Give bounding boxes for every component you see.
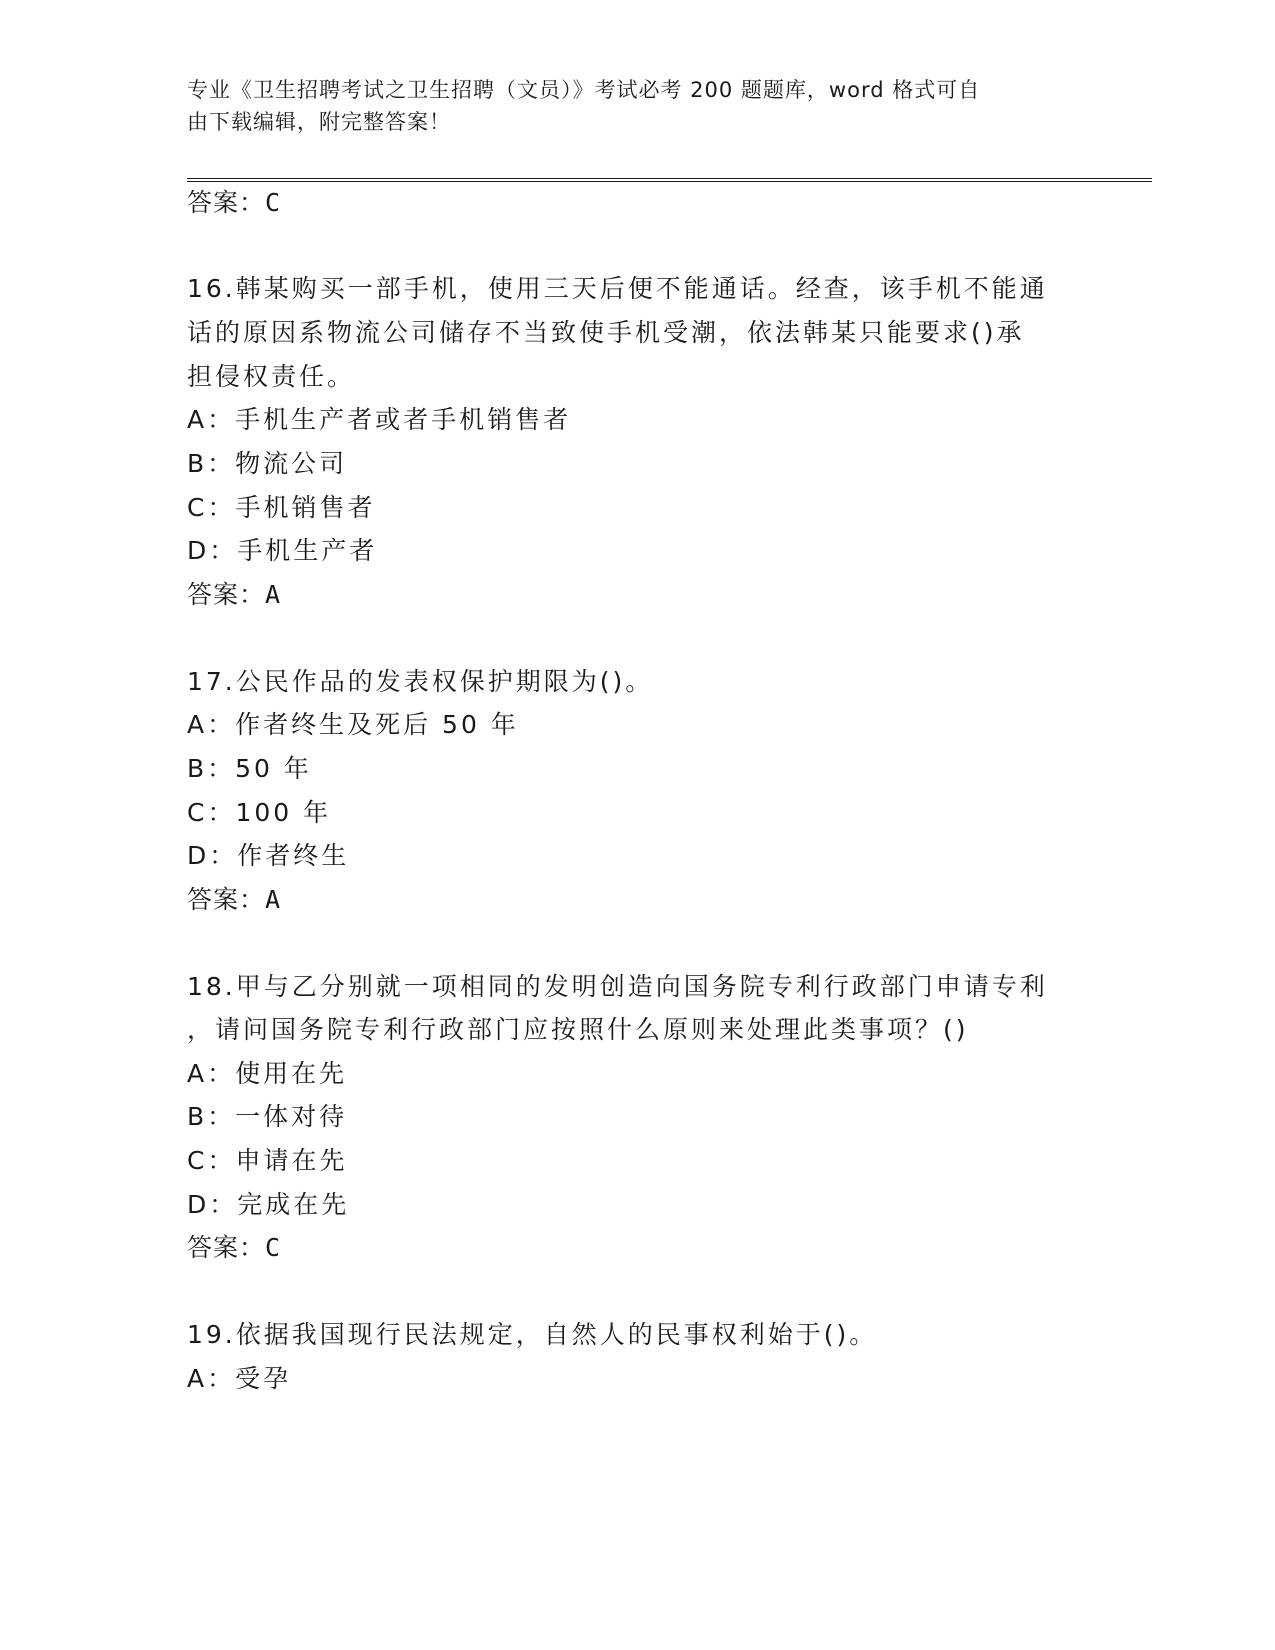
q17-option-c: C：100 年 xyxy=(187,798,332,827)
q16-answer: 答案：A xyxy=(187,580,282,609)
q16-option-b: B：物流公司 xyxy=(187,449,348,478)
document-header xyxy=(187,74,1067,138)
header-line-2: 由下载编辑，附完整答案！ xyxy=(187,110,451,134)
q17-option-b: B：50 年 xyxy=(187,754,312,783)
q17-answer: 答案：A xyxy=(187,885,282,914)
q16-option-d: D：手机生产者 xyxy=(187,536,378,565)
q17-stem-line-1: 17.公民作品的发表权保护期限为()。 xyxy=(187,667,654,696)
q16-stem-line-2: 话的原因系物流公司储存不当致使手机受潮，依法韩某只能要求()承 xyxy=(187,318,1025,347)
q18-option-a: A：使用在先 xyxy=(187,1059,348,1088)
q18-stem-line-2: ，请问国务院专利行政部门应按照什么原则来处理此类事项？() xyxy=(187,1015,969,1044)
header-divider xyxy=(187,178,1152,182)
q19-stem-line-1: 19.依据我国现行民法规定，自然人的民事权利始于()。 xyxy=(187,1320,878,1349)
header-line-1: 专业《卫生招聘考试之卫生招聘（文员）》考试必考 200 题题库，word 格式可自 xyxy=(187,78,981,102)
q17-option-d: D：作者终生 xyxy=(187,841,350,870)
q18-stem-line-1: 18.甲与乙分别就一项相同的发明创造向国务院专利行政部门申请专利 xyxy=(187,972,1048,1001)
q17-option-a: A：作者终生及死后 50 年 xyxy=(187,710,519,739)
q16-stem-line-1: 16.韩某购买一部手机，使用三天后便不能通话。经查，该手机不能通 xyxy=(187,274,1048,303)
q19-option-a: A：受孕 xyxy=(187,1364,292,1393)
previous-answer: 答案：C xyxy=(187,188,282,217)
q18-option-d: D：完成在先 xyxy=(187,1190,350,1219)
q18-option-b: B：一体对待 xyxy=(187,1102,348,1131)
q16-option-a: A：手机生产者或者手机销售者 xyxy=(187,405,572,434)
q16-option-c: C：手机销售者 xyxy=(187,493,376,522)
q18-answer: 答案：C xyxy=(187,1233,282,1262)
q18-option-c: C：申请在先 xyxy=(187,1146,348,1175)
q16-stem-line-3: 担侵权责任。 xyxy=(187,362,356,391)
